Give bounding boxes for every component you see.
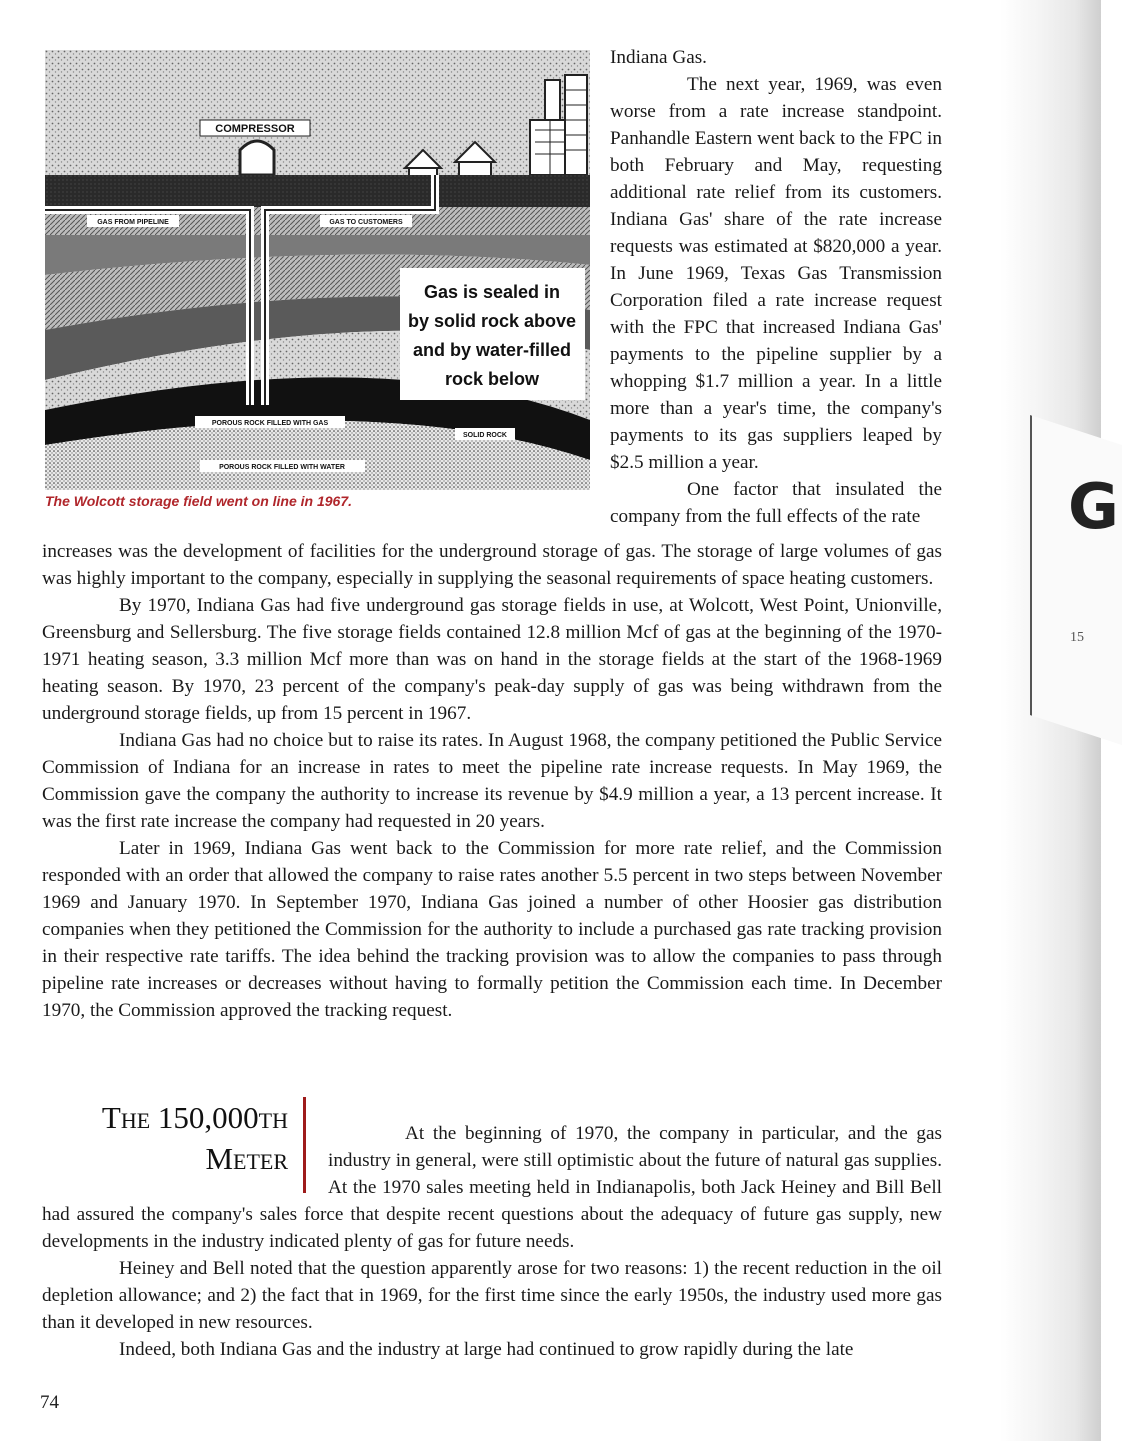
facing-page-letter: G (1068, 470, 1119, 543)
compressor-label: COMPRESSOR (215, 123, 295, 135)
gas-from-pipeline-label: GAS FROM PIPELINE (97, 219, 169, 226)
paragraph: At the beginning of 1970, the company in particular, and the gas industry in general, were still optimistic about the future of natural gas supplies. At the 1970 sales meeting held in Indianapolis, both Jack Heiney and Bill Bell had assured the company's sales force that despite recent questions about the adequacy of future gas supply, new developments in the industry indicated plenty of gas for future needs. (42, 1123, 942, 1252)
facing-page-number: 15 (1070, 630, 1084, 645)
section-150000th-meter (42, 1097, 942, 1363)
paragraph: Indiana Gas had no choice but to raise its rates. In August 1968, the company petitioned the Public Service Commission of Indiana for an increase in rates to meet the pipeline rate increase requests. In May 1969, the Commission gave the company the authority to increase its revenue by $4.9 million a year, a 13 percent increase. It was the first rate increase the company had requested in 20 years. (42, 730, 942, 832)
right-column (610, 44, 942, 530)
main-column (42, 538, 942, 1024)
paragraph: The next year, 1969, was even worse from a rate increase standpoint. Panhandle Eastern went back to the FPC in both February and May, requesting additional rate relief from its customers. Indiana Gas' share of the rate increase requests was estimated at $820,000 a year. In June 1969, Texas Gas Transmission Corporation filed a rate increase request with the FPC that increased Indiana Gas' payments to the pipeline supplier by a whopping $1.7 million a year. In a little more than a year's time, the company's payments to its gas suppliers leaped by $2.5 million a year. (610, 74, 942, 473)
figure-caption: The Wolcott storage field went on line in 1967. (45, 493, 353, 509)
facing-page-flap (1030, 415, 1122, 745)
section-heading-line-1: The 150,000th (101, 1100, 288, 1135)
storage-field-diagram (45, 50, 590, 490)
callout-line-2: by solid rock above (407, 311, 577, 331)
paragraph: One factor that insulated the company from the full effects of the rate (610, 479, 942, 527)
porous-gas-label: POROUS ROCK FILLED WITH GAS (211, 420, 329, 427)
page-number: 74 (40, 1392, 59, 1413)
section-heading (42, 1097, 306, 1193)
callout-line-1: Gas is sealed in (423, 282, 561, 302)
solid-rock-label: SOLID ROCK (463, 432, 507, 439)
paragraph: By 1970, Indiana Gas had five underground gas storage fields in use, at Wolcott, West Point, Unionville, Greensburg and Sellersburg. The five storage fields contained 12.8 million Mcf of gas at the beginning of the 1970-1971 heating season, 3.3 million Mcf more than was on hand in the storage fields at the start of the 1968-1969 heating season. By 1970, 23 percent of the company's peak-day supply of gas was being withdrawn from the underground storage fields, up from 15 percent in 1967. (42, 595, 942, 724)
callout-line-3: and by water-filled (412, 340, 572, 360)
gas-to-customers-label: GAS TO CUSTOMERS (329, 219, 403, 226)
paragraph: increases was the development of facilities for the underground storage of gas. The storage of large volumes of gas was highly important to the company, especially in supplying the seasonal requirements of space heating customers. (42, 541, 942, 589)
porous-water-label: POROUS ROCK FILLED WITH WATER (219, 464, 345, 471)
paragraph: Later in 1969, Indiana Gas went back to the Commission for more rate relief, and the Commission responded with an order that allowed the company to raise rates another 5.5 percent in two steps between November 1969 and January 1970. In September 1970, Indiana Gas joined a number of other Hoosier gas distribution companies when they petitioned the Commission for the authority to include a purchased gas rate tracking provision in their respective rate tariffs. The idea behind the tracking provision was to allow the companies to pass through pipeline rate increases or decreases without having to formally petition the Commission each time. In December 1970, the Commission approved the tracking request. (42, 838, 942, 1021)
callout-line-4: rock below (444, 369, 540, 389)
paragraph: Indiana Gas. (610, 47, 707, 68)
paragraph: Heiney and Bell noted that the question apparently arose for two reasons: 1) the recent reduction in the oil depletion allowance; and 2) the fact that in 1969, for the first time since the early 1950s, the industry used more gas than it developed in new resources. (42, 1258, 942, 1333)
paragraph: Indeed, both Indiana Gas and the industry at large had continued to grow rapidly during the late (119, 1339, 854, 1360)
section-heading-line-2: Meter (205, 1141, 288, 1176)
